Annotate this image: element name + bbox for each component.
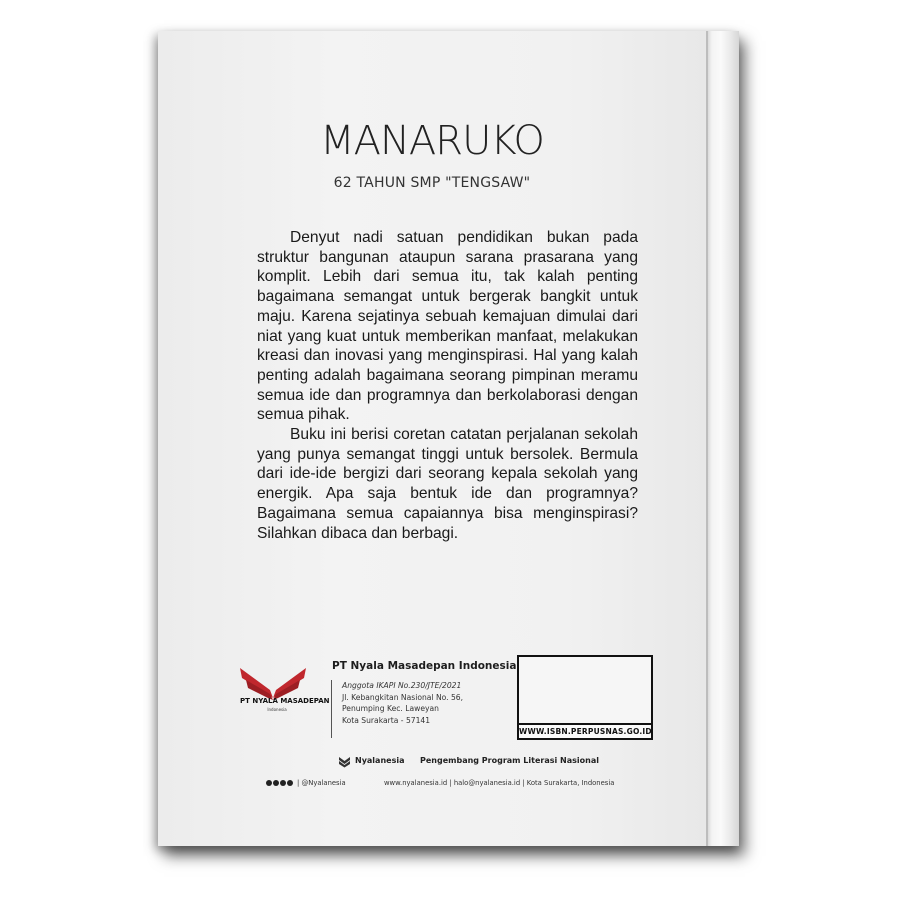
publisher-logo-subtext: Indonesia [267, 707, 287, 712]
book-title: MANARUKO [320, 118, 544, 164]
nyalanesia-logo-icon [338, 755, 351, 768]
contact-info: www.nyalanesia.id | halo@nyalanesia.id | Kota Surakarta, Indonesia [384, 779, 615, 787]
book-spine [706, 31, 739, 846]
blurb-paragraph: Denyut nadi satuan pendidikan bukan pada struktur bangunan ataupun sarana prasarana yang komplit. Lebih dari semua itu, tak kalah penting bagaimana semangat untuk bergerak bangkit untuk maju. Karena sejatinya sebuah kemajuan dimulai dari niat yang kuat untuk memberikan manfaat, melakukan kreasi dan inovasi yang menginspirasi. Hal yang kalah penting adalah bagaimana seorang pimpinan meramu semua ide dan programnya dan berkolaborasi dengan semua pihak. [257, 229, 638, 424]
ikapi-membership: Anggota IKAPI No.230/JTE/2021 [342, 681, 462, 690]
isbn-url: WWW.ISBN.PERPUSNAS.GO.ID [519, 723, 651, 738]
address-line: Penumping Kec. Laweyan [342, 704, 439, 713]
book-subtitle: 62 TAHUN SMP "TENGSAW" [333, 175, 531, 191]
twitter-icon [280, 780, 286, 786]
social-handle: | @Nyalanesia [297, 779, 346, 787]
blurb-paragraph: Buku ini berisi coretan catatan perjalanan sekolah yang punya semangat tinggi untuk bersolek. Bermula dari ide-ide bergizi dari seorang kepala sekolah yang energik. Apa saja bentuk ide dan programnya? Bagaimana semua capaiannya bisa menginspirasi? Silahkan dibaca dan berbagi. [257, 426, 638, 542]
youtube-icon [287, 780, 293, 786]
social-links [266, 779, 346, 787]
instagram-icon [266, 780, 272, 786]
brand-tagline: Pengembang Program Literasi Nasional [420, 756, 599, 765]
brand-name: Nyalanesia [355, 756, 405, 765]
facebook-icon [273, 780, 279, 786]
isbn-barcode-box [517, 655, 653, 740]
publisher-info [331, 680, 501, 738]
address-line: Kota Surakarta - 57141 [342, 715, 431, 725]
blurb [257, 228, 638, 543]
publisher-name: PT Nyala Masadepan Indonesia [332, 660, 517, 672]
spine-edge [706, 31, 708, 846]
publisher-logo-text: PT NYALA MASADEPAN [240, 697, 330, 705]
address-line: Jl. Kebangkitan Nasional No. 56, [342, 692, 464, 702]
